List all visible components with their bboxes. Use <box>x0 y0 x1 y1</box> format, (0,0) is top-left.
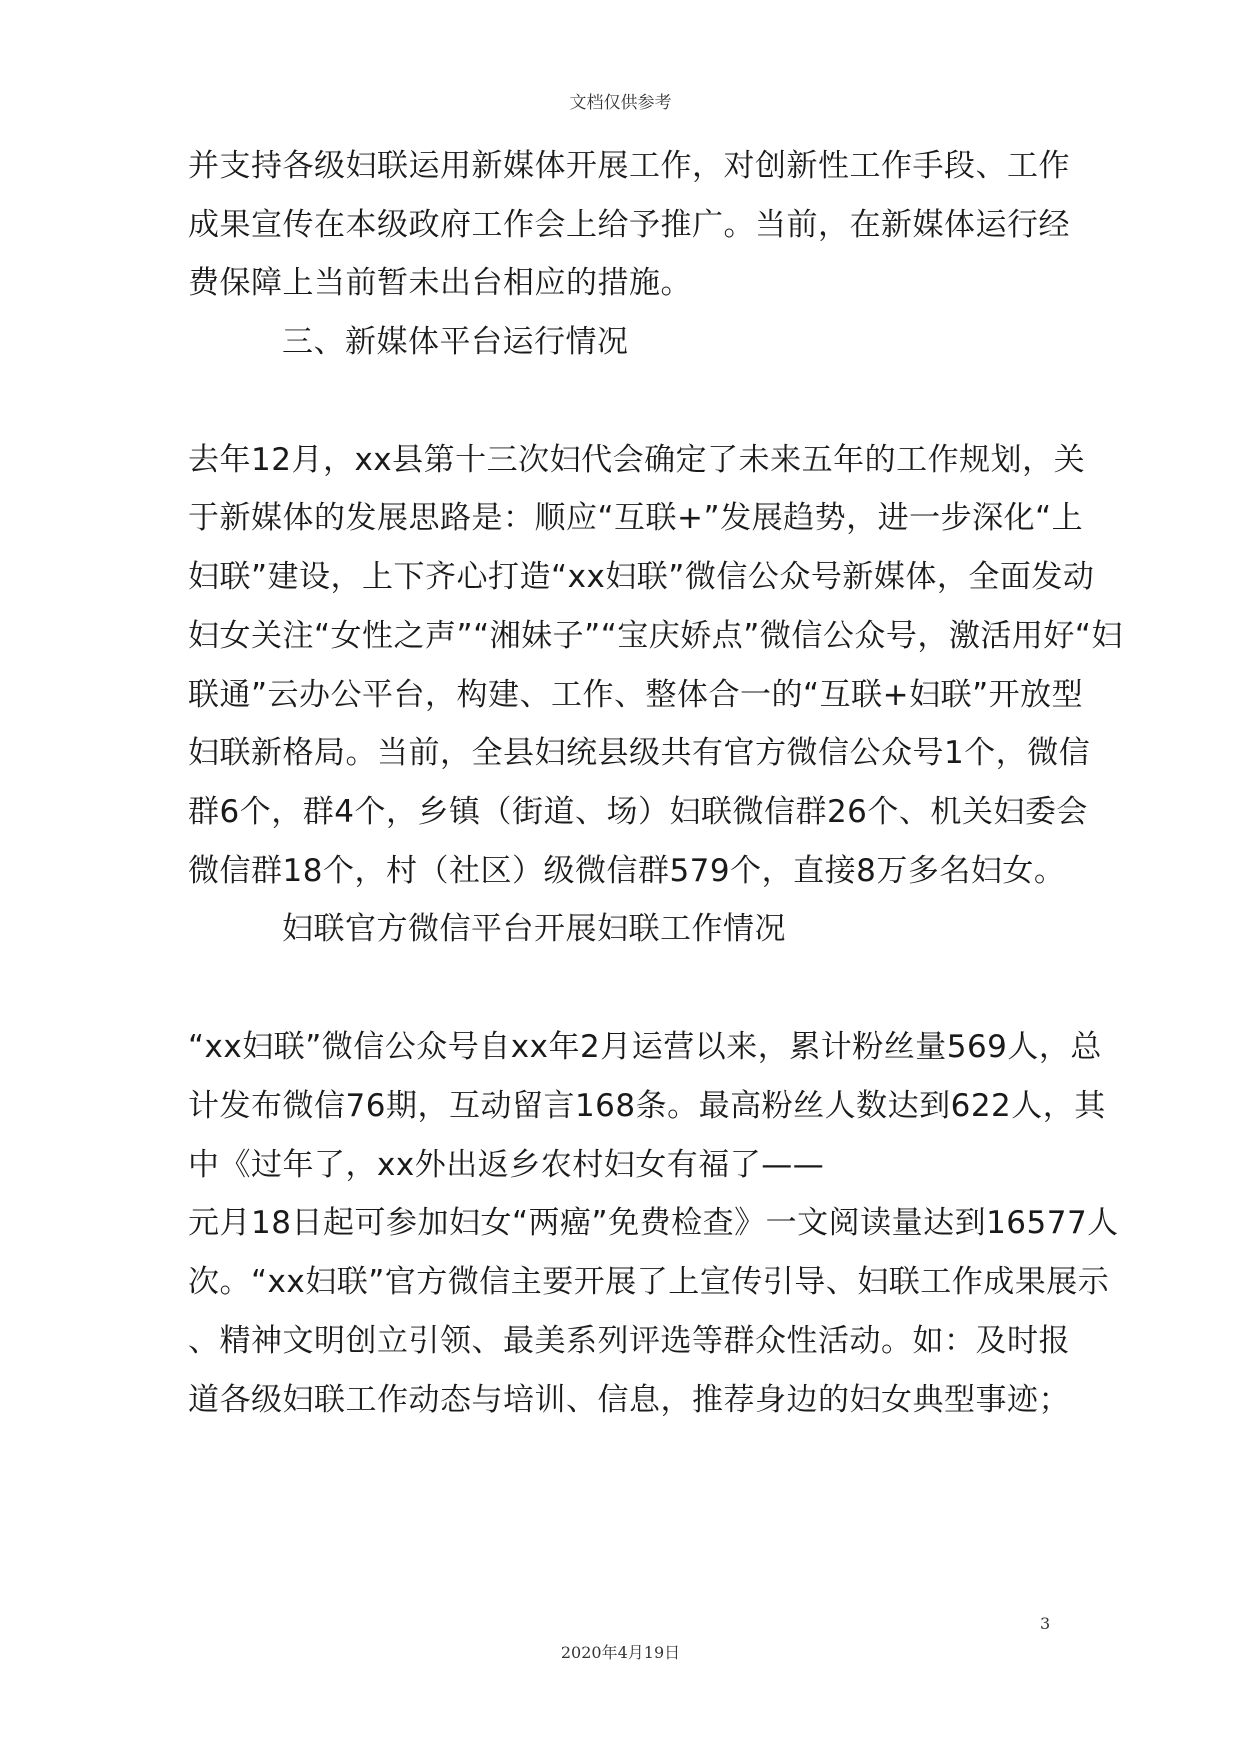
paragraph-line: 、精神文明创立引领、最美系列评选等群众性活动。如：及时报 <box>188 1323 1070 1359</box>
paragraph-line: 计发布微信76期，互动留言168条。最高粉丝人数达到622人，其 <box>188 1088 1106 1124</box>
section-heading: 妇联官方微信平台开展妇联工作情况 <box>282 911 786 947</box>
paragraph-line: 妇联新格局。当前，全县妇统县级共有官方微信公众号1个，微信 <box>188 735 1091 771</box>
paragraph-line: 道各级妇联工作动态与培训、信息，推荐身边的妇女典型事迹； <box>188 1382 1070 1418</box>
paragraph-line: “xx妇联”微信公众号自xx年2月运营以来，累计粉丝量569人，总 <box>188 1029 1102 1065</box>
page-header: 文档仅供参考 <box>569 93 672 113</box>
paragraph-line: 并支持各级妇联运用新媒体开展工作，对创新性工作手段、工作 <box>188 148 1070 184</box>
page-number: 3 <box>1040 1614 1051 1633</box>
paragraph-line: 元月18日起可参加妇女“两癌”免费检查》一文阅读量达到16577人 <box>188 1205 1119 1241</box>
paragraph-line: 于新媒体的发展思路是：顺应“互联+”发展趋势，进一步深化“上 <box>188 500 1084 536</box>
paragraph-line: 中《过年了，xx外出返乡农村妇女有福了—— <box>188 1147 825 1183</box>
paragraph-line: 妇女关注“女性之声”“湘妹子”“宝庆娇点”微信公众号，激活用好“妇 <box>188 618 1123 654</box>
paragraph-line: 费保障上当前暂未出台相应的措施。 <box>188 265 692 301</box>
paragraph-line: 微信群18个，村（社区）级微信群579个，直接8万多名妇女。 <box>188 853 1066 889</box>
footer-date: 2020年4月19日 <box>560 1643 681 1662</box>
paragraph-line: 群6个，群4个，乡镇（街道、场）妇联微信群26个、机关妇委会 <box>188 794 1088 830</box>
paragraph-line: 成果宣传在本级政府工作会上给予推广。当前，在新媒体运行经 <box>188 207 1070 243</box>
paragraph-line: 次。“xx妇联”官方微信主要开展了上宣传引导、妇联工作成果展示 <box>188 1264 1110 1300</box>
section-heading: 三、新媒体平台运行情况 <box>282 324 629 360</box>
paragraph-line: 联通”云办公平台，构建、工作、整体合一的“互联+妇联”开放型 <box>188 677 1084 713</box>
paragraph-line: 妇联”建设，上下齐心打造“xx妇联”微信公众号新媒体，全面发动 <box>188 559 1095 595</box>
paragraph-line: 去年12月，xx县第十三次妇代会确定了未来五年的工作规划，关 <box>188 442 1086 478</box>
